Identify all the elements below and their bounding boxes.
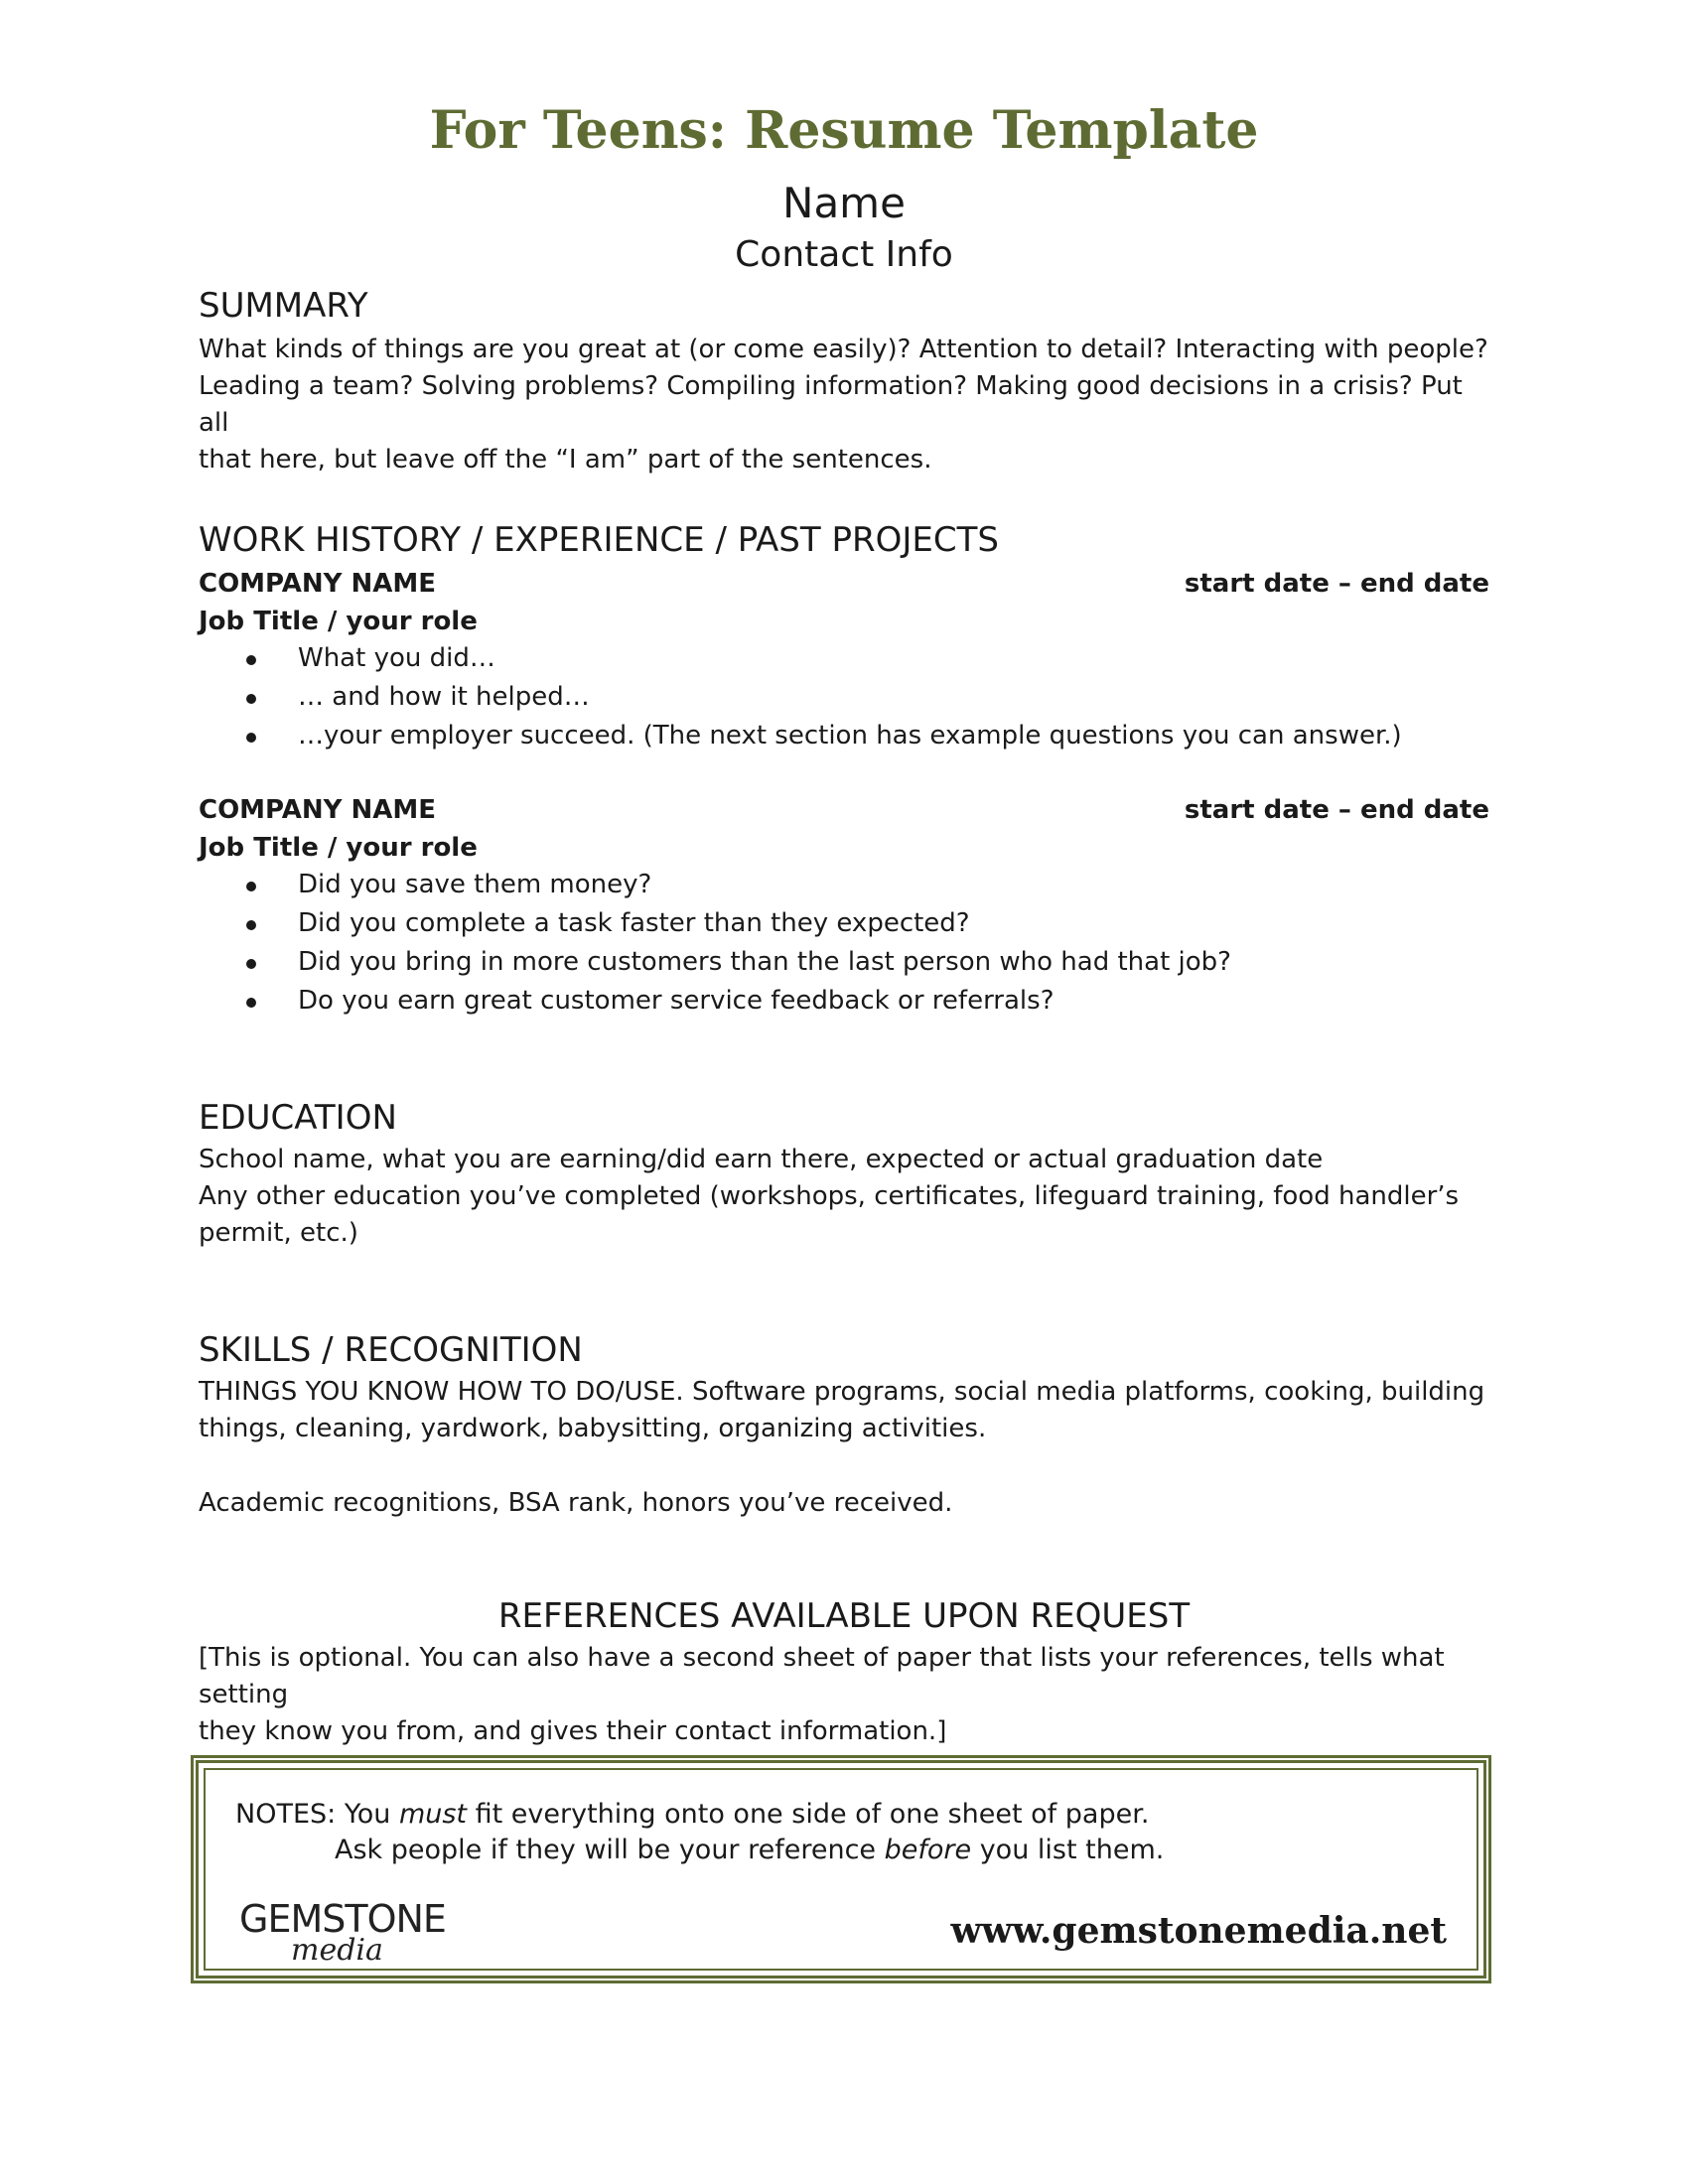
education-heading: EDUCATION [199,1098,397,1138]
list-item [199,943,1489,982]
bullet-icon [246,882,256,891]
list-item-text: … and how it helped… [298,682,590,712]
list-item [199,904,1489,943]
employment-dates: start date – end date [1184,795,1489,825]
website-url: www.gemstonemedia.net [950,1910,1447,1952]
work-heading: WORK HISTORY / EXPERIENCE / PAST PROJECTS [199,520,999,560]
bullet-icon [246,920,256,930]
bullet-icon [246,959,256,969]
note-line-1 [235,1796,1149,1833]
list-item [199,678,1489,717]
references-heading: REFERENCES AVAILABLE UPON REQUEST [497,1596,1191,1636]
education-line: Any other education you’ve completed (workshops, certificates, lifeguard training, food handler’s [199,1181,1460,1211]
bullet-icon [246,655,256,665]
references-text [199,1640,1489,1750]
list-item-text: Did you complete a task faster than they expected? [298,908,970,938]
job-title: Job Title / your role [199,607,478,636]
note-emphasis: must [398,1799,468,1830]
summary-heading: SUMMARY [199,286,368,326]
company-name: COMPANY NAME [199,569,437,599]
summary-line: that here, but leave off the “I am” part of the sentences. [199,445,932,475]
references-line: [This is optional. You can also have a second sheet of paper that lists your references, tells what setting [199,1643,1445,1709]
bullet-icon [246,998,256,1008]
recognition-text: Academic recognitions, BSA rank, honors you’ve received. [199,1488,953,1518]
resume-name: Name [782,179,906,227]
skills-heading: SKILLS / RECOGNITION [199,1330,583,1370]
employment-dates: start date – end date [1184,569,1489,599]
note-emphasis: before [884,1835,972,1865]
list-item-text: What you did… [298,643,495,673]
summary-line: Leading a team? Solving problems? Compiling information? Making good decisions in a crisis? Put all [199,371,1463,438]
summary-line: What kinds of things are you great at (or come easily)? Attention to detail? Interacting with people? [199,335,1488,364]
skills-line: things, cleaning, yardwork, babysitting, organizing activities. [199,1414,987,1443]
list-item-text: Do you earn great customer service feedback or referrals? [298,986,1055,1016]
note-text: you list them. [971,1835,1165,1865]
logo-subtitle: media [291,1933,383,1968]
note-prefix: NOTES: You [235,1799,399,1830]
education-line: School name, what you are earning/did earn there, expected or actual graduation date [199,1145,1324,1174]
list-item-text: …your employer succeed. (The next section has example questions you can answer.) [298,721,1402,751]
bullet-icon [246,733,256,743]
logo-wordmark: GEMSTONE [239,1897,446,1941]
document-title: For Teens: Resume Template [429,100,1259,161]
duties-list [199,866,1489,1021]
summary-text [199,332,1489,478]
notes-inner-frame [204,1768,1478,1971]
duties-list [199,639,1489,755]
list-item [199,982,1489,1021]
list-item [199,866,1489,904]
education-line: permit, etc.) [199,1218,358,1248]
skills-text [199,1374,1489,1447]
skills-line: THINGS YOU KNOW HOW TO DO/USE. Software programs, social media platforms, cooking, building [199,1377,1485,1407]
company-name: COMPANY NAME [199,795,437,825]
contact-info: Contact Info [735,234,953,275]
references-line: they know you from, and gives their contact information.] [199,1716,947,1746]
gemstone-logo [239,1897,446,1977]
list-item-text: Did you save them money? [298,870,652,899]
list-item [199,717,1489,755]
education-text [199,1142,1489,1252]
note-text: fit everything onto one side of one sheet of paper. [467,1799,1150,1830]
notes-box [191,1755,1491,1983]
note-text: Ask people if they will be your reference [335,1835,885,1865]
bullet-icon [246,694,256,704]
list-item-text: Did you bring in more customers than the last person who had that job? [298,947,1231,977]
list-item [199,639,1489,678]
note-line-2 [335,1832,1164,1868]
job-title: Job Title / your role [199,833,478,863]
